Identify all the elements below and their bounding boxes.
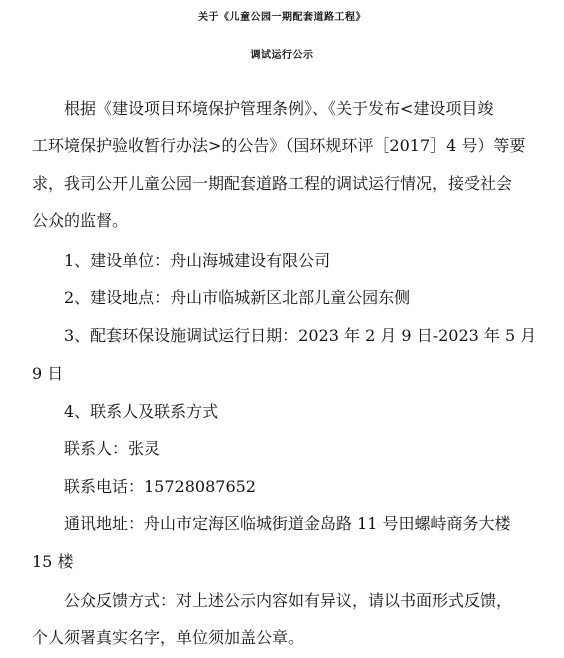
- item-construction-unit: 1、建设单位：舟山海城建设有限公司: [64, 251, 331, 270]
- item-commissioning-period-line-1: 3、配套环保设施调试运行日期：2023 年 2 月 9 日-2023 年 5 月: [64, 326, 537, 345]
- item-contact-heading: 4、联系人及联系方式: [64, 402, 219, 421]
- intro-line-3: 求，我司公开儿童公园一期配套道路工程的调试运行情况，接受社会: [32, 174, 513, 193]
- feedback-line-1: 公众反馈方式：对上述公示内容如有异议，请以书面形式反馈，: [64, 591, 513, 610]
- intro-line-2: 工环境保护验收暂行办法>的公告》（国环规环评［2017］4 号）等要: [32, 136, 526, 155]
- contact-address-line-1: 通讯地址：舟山市定海区临城街道金岛路 11 号田螺峙商务大楼: [64, 514, 511, 533]
- contact-address-line-2: 15 楼: [32, 552, 74, 571]
- contact-phone: 联系电话：15728087652: [64, 477, 256, 496]
- intro-line-1: 根据《建设项目环境保护管理条例》、《关于发布<建设项目竣: [64, 99, 494, 118]
- intro-line-4: 公众的监督。: [32, 211, 129, 230]
- item-construction-location: 2、建设地点：舟山市临城新区北部儿童公园东侧: [64, 288, 411, 307]
- title-line-1: 关于《儿童公园一期配套道路工程》: [198, 12, 366, 23]
- item-commissioning-period-line-2: 9 日: [32, 364, 64, 383]
- title-line-2: 调试运行公示: [250, 50, 314, 61]
- contact-person: 联系人：张灵: [64, 439, 161, 458]
- feedback-line-2: 个人须署真实名字，单位须加盖公章。: [32, 628, 305, 647]
